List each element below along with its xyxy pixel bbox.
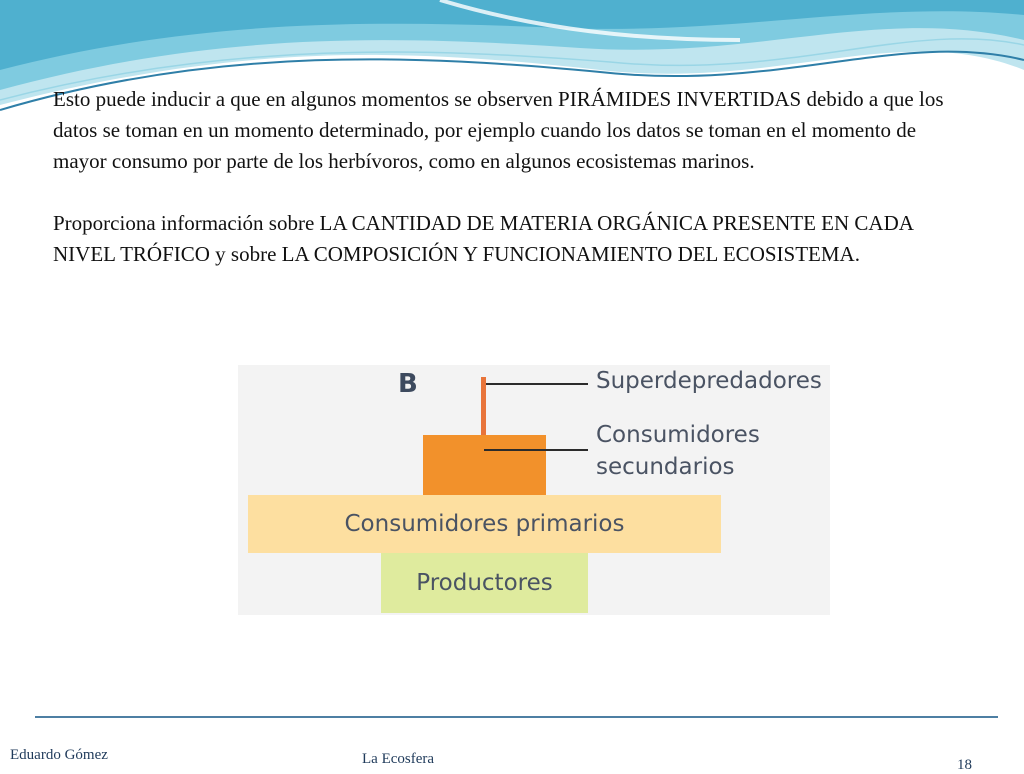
footer-page-number: 18 <box>957 757 972 773</box>
leader-line-superdepredadores <box>486 383 588 385</box>
label-productores: Productores <box>416 570 553 596</box>
footer-author: Eduardo Gómez <box>10 747 108 763</box>
label-consumidores-secundarios-line2: secundarios <box>596 454 735 480</box>
slide-body <box>53 84 973 270</box>
label-consumidores-secundarios <box>596 419 760 483</box>
biomass-pyramid-figure <box>238 365 830 615</box>
leader-line-secundarios <box>484 449 588 451</box>
label-consumidores-secundarios-line1: Consumidores <box>596 422 760 448</box>
label-superdepredadores: Superdepredadores <box>596 368 822 394</box>
level-primarios-bar <box>248 495 721 553</box>
footer-divider <box>35 716 998 718</box>
level-secundarios-bar <box>423 435 546 495</box>
figure-letter: B <box>398 369 418 399</box>
level-superdepredadores-bar <box>481 377 486 437</box>
level-productores-bar <box>381 553 588 613</box>
footer-title: La Ecosfera <box>362 751 435 767</box>
paragraph-inverted-pyramids: Esto puede inducir a que en algunos momentos se observen PIRÁMIDES INVERTIDAS debido a que los datos se toman en un momento determinado, por ejemplo cuando los datos se toman en el momento de mayor consumo por parte de los herbívoros, como en algunos ecosistemas marinos. <box>53 87 944 173</box>
label-consumidores-primarios: Consumidores primarios <box>344 511 625 537</box>
paragraph-organic-matter: Proporciona información sobre LA CANTIDAD DE MATERIA ORGÁNICA PRESENTE EN CADA NIVEL TRÓFICO y sobre LA COMPOSICIÓN Y FUNCIONAMIENTO DEL ECOSISTEMA. <box>53 211 913 266</box>
